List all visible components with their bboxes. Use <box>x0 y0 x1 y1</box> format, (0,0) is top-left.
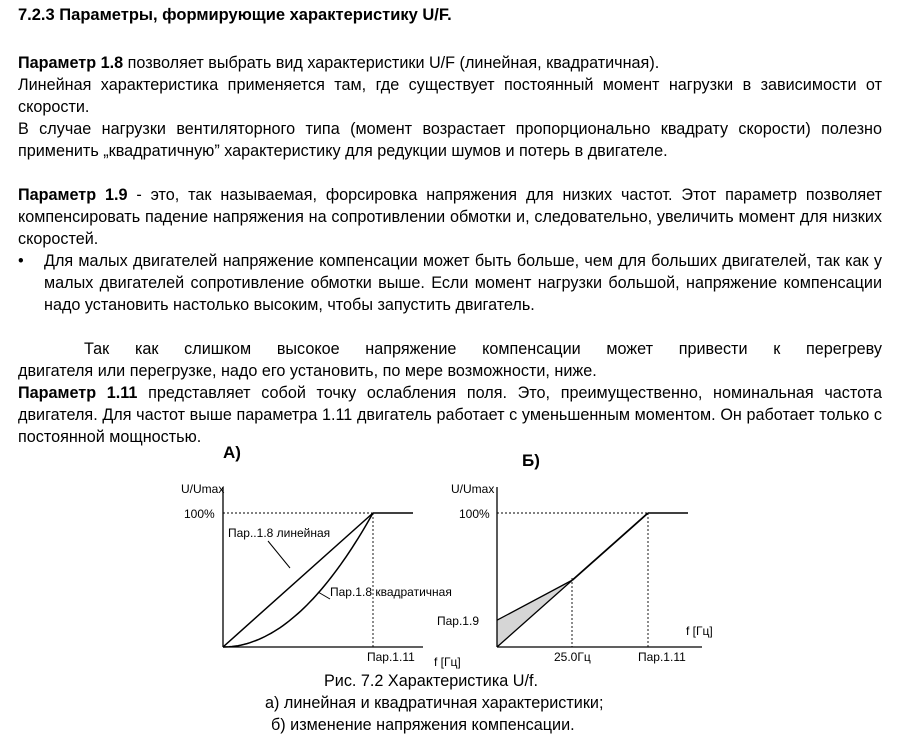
chart-b-xtick-25hz: 25.0Гц <box>554 650 591 664</box>
chart-a-linear-label: Пар..1.8 линейная <box>228 526 331 540</box>
linear-characteristic-paragraph: Линейная характеристика применяется там, где существует постоянный момент нагрузки в зависимости от скорости. <box>18 76 882 117</box>
param-1-9-label: Параметр 1.9 <box>18 186 128 204</box>
chart-b-ytick-par19: Пар.1.9 <box>437 614 479 628</box>
overheat-line-2: двигателя или перегрузке, надо его установить, по мере возможности, ниже. <box>18 362 597 381</box>
chart-a-xlabel: f [Гц] <box>434 655 461 669</box>
chart-b <box>437 451 713 664</box>
chart-a-linear-pointer <box>268 541 290 568</box>
param-1-11-label: Параметр 1.11 <box>18 384 138 402</box>
section-heading: 7.2.3 Параметры, формирующие характеристику U/F. <box>18 6 452 24</box>
overheat-line-1: Так как слишком высокое напряжение компенсации может привести к перегреву <box>84 340 882 358</box>
chart-a-quad-pointer <box>318 592 330 599</box>
bullet-symbol: • <box>18 252 24 270</box>
chart-a-label: A) <box>223 443 241 462</box>
param-1-11-text: представляет собой точку ослабления поля. Это, преимущественно, номинальная частота двигателя. Для частот выше параметра 1.11 двигатель работает с уменьшенным моментом. Он работает только с постоянной мощностью. <box>18 384 882 447</box>
bullet-text: Для малых двигателей напряжение компенсации может быть больше, чем для больших двигателей, так как у малых двигателей сопротивление обмотки выше. Если момент нагрузки большой, напряжение компенсации надо установить настолько высоким, чтобы запустить двигатель. <box>44 252 882 315</box>
chart-b-ylabel: U/Umax <box>451 482 495 496</box>
chart-b-main-series <box>573 513 649 580</box>
fan-load-paragraph: В случае нагрузки вентиляторного типа (момент возрастает пропорционально квадрату скорости) полезно применить „квадратичную” характеристику для редукции шумов и потерь в двигателе. <box>18 120 882 161</box>
chart-a-quad-label: Пар.1.8 квадратичная <box>330 585 452 599</box>
chart-b-xtick-par111: Пар.1.11 <box>638 650 686 664</box>
chart-a-ylabel: U/Umax <box>181 482 225 496</box>
param-1-8-label: Параметр 1.8 <box>18 54 124 72</box>
param-1-9-text: - это, так называемая, форсировка напряжения для низких частот. Этот параметр позволяет компенсировать падение напряжения на сопротивлении обмотки и, следовательно, увеличить момент для низких скоростей. <box>18 186 882 249</box>
chart-a <box>181 482 461 669</box>
chart-b-label: Б) <box>522 451 540 470</box>
chart-a-ytick-100: 100% <box>184 507 215 521</box>
figure-caption-b: б) изменение напряжения компенсации. <box>271 716 575 734</box>
chart-b-ytick-100: 100% <box>459 507 490 521</box>
chart-b-xlabel: f [Гц] <box>686 624 713 638</box>
figure-caption-a: а) линейная и квадратичная характеристики; <box>265 694 604 712</box>
chart-a-xtick: Пар.1.11 <box>367 650 415 664</box>
param-1-8-text: позволяет выбрать вид характеристики U/F (линейная, квадратичная). <box>123 54 660 72</box>
figure-caption-title: Рис. 7.2 Характеристика U/f. <box>324 672 538 690</box>
